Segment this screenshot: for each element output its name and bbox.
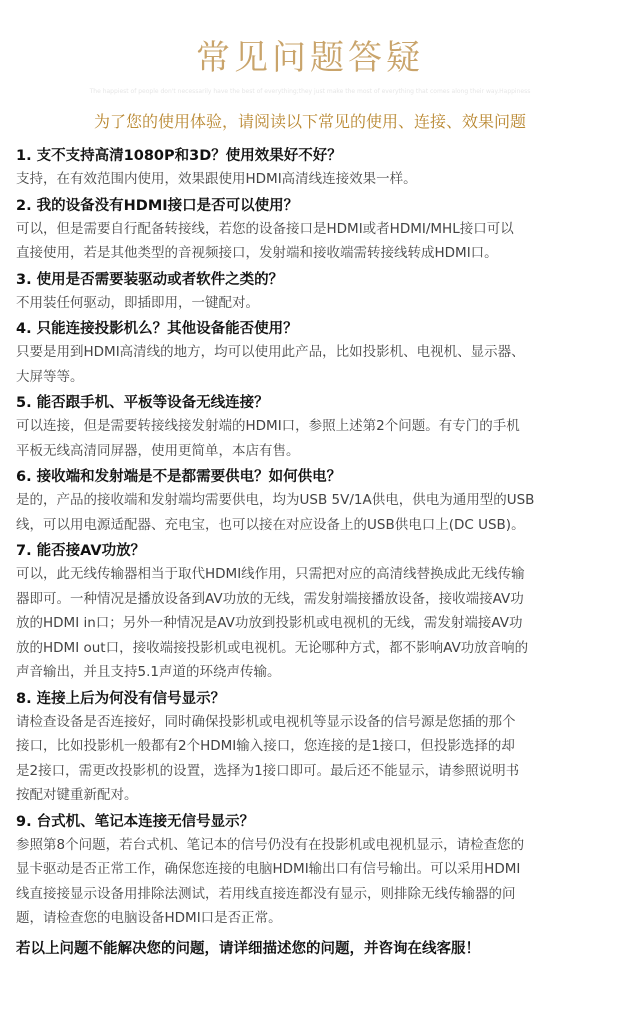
faq-question: 3. 使用是否需要装驱动或者软件之类的？ [16, 271, 284, 288]
page-title: 常见问题答疑 [196, 38, 424, 78]
faq-question: 2. 我的设备没有HDMI接口是否可以使用？ [16, 197, 299, 214]
faq-item [16, 195, 608, 266]
tagline: The happiest of people don't necessarily have the best of everything;they just make the most of everything that comes along their way.Happiness [89, 88, 531, 95]
faq-item [16, 466, 608, 537]
faq-item [16, 688, 608, 808]
faq-question: 7. 能否接AV功放？ [16, 543, 146, 559]
faq-item [16, 392, 608, 463]
faq-question: 9. 台式机、笔记本连接无信号显示？ [16, 813, 255, 830]
faq-question: 8. 连接上后为何没有信号显示？ [16, 690, 226, 707]
faq-answer: 是的，产品的接收端和发射端均需要供电，均为USB 5V/1A供电，供电为通用型的USB 线，可以用电源适配器、充电宝，也可以接在对应设备上的USB供电口上(DC USB)。 [16, 492, 535, 533]
faq-item [16, 145, 608, 192]
faq-answer: 可以，但是需要自行配备转接线，若您的设备接口是HDMI或者HDMI/MHL接口可以 直接使用，若是其他类型的音视频接口，发射端和接收端需转接线转成HDMI口。 [16, 220, 514, 261]
faq-list [0, 134, 620, 931]
faq-item [16, 811, 608, 931]
faq-answer: 支持，在有效范围内使用，效果跟使用HDMI高清线连接效果一样。 [16, 171, 417, 187]
faq-answer: 可以，此无线传输器相当于取代HDMI线作用，只需把对应的高清线替换成此无线传输 器即可。一种情况是播放设备到AV功放的无线，需发射端接播放设备，接收端接AV功 放的HDMI in口；另外一种情况是AV功放到投影机或电视机的无线，需发射端接AV功 放的HDMI out口，接收端接投影机或电视机。无论哪种方式，都不影响AV功放音响的 声音输出，并且支持5.1声道的环绕声传输。 [16, 566, 529, 680]
faq-item [16, 540, 608, 685]
faq-answer: 不用装任何驱动，即插即用，一键配对。 [16, 294, 259, 311]
faq-answer: 可以连接，但是需要转接线接发射端的HDMI口，参照上述第2个问题。有专门的手机 平板无线高清同屏器，使用更简单，本店有售。 [16, 418, 520, 459]
closing-note: 若以上问题不能解决您的问题，请详细描述您的问题，并咨询在线客服！ [16, 940, 480, 957]
intro-text: 为了您的使用体验，请阅读以下常见的使用、连接、效果问题 [93, 112, 526, 131]
faq-answer: 请检查设备是否连接好，同时确保投影机或电视机等显示设备的信号源是您插的那个 接口，比如投影机一般都有2个HDMI输入接口，您连接的是1接口，但投影选择的却 是2接口，需更改投影机的设置，选择为1接口即可。最后还不能显示，请参照说明书 按配对键重新配对。 [16, 713, 520, 803]
faq-question: 6. 接收端和发射端是不是都需要供电？如何供电？ [16, 469, 342, 485]
faq-question: 1. 支不支持高清1080P和3D？使用效果好不好？ [16, 148, 342, 164]
faq-answer: 只要是用到HDMI高清线的地方，均可以使用此产品，比如投影机、电视机、显示器、 大屏等等。 [16, 344, 525, 385]
faq-question: 4. 只能连接投影机么？其他设备能否使用？ [16, 321, 298, 337]
faq-answer: 参照第8个问题，若台式机、笔记本的信号仍没有在投影机或电视机显示，请检查您的 显卡驱动是否正常工作，确保您连接的电脑HDMI输出口有信号输出。可以采用HDMI 线直接接显示设备用排除法测试，若用线直接连都没有显示，则排除无线传输器的问 题，请检查您的电脑设备HDMI口是否正常。 [16, 836, 525, 926]
faq-question: 5. 能否跟手机、平板等设备无线连接？ [16, 395, 269, 411]
faq-item [16, 269, 608, 316]
faq-item [16, 318, 608, 389]
